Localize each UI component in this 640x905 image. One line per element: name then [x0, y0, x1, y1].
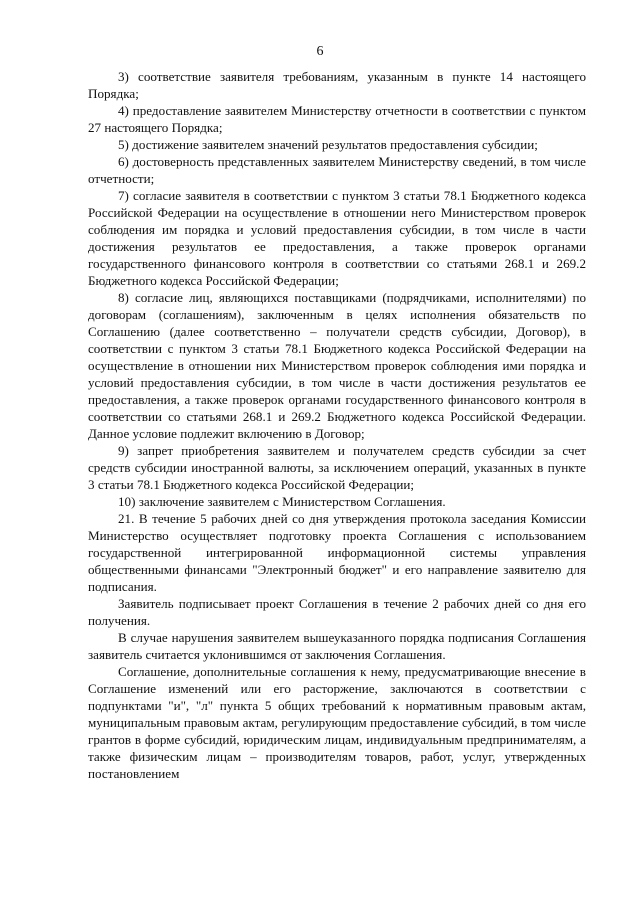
- paragraph-signing-term: Заявитель подписывает проект Соглашения в течение 2 рабочих дней со дня его получения.: [88, 596, 586, 628]
- paragraph-item-10: 10) заключение заявителем с Министерством Соглашения.: [118, 494, 446, 509]
- paragraph-agreement-terms: Соглашение, дополнительные соглашения к нему, предусматривающие внесение в Соглашение изменений или его расторжение, заключаются в соответствии с подпунктами "и", "л" пункта 5 общих требований к нормативным правовым актам, муниципальным правовым актам, регулирующим предоставление субсидий, в том числе грантов в форме субсидий, юридическим лицам, индивидуальным предпринимателям, а также физическим лицам – производителям товаров, работ, услуг, утвержденных постановлением: [88, 664, 586, 781]
- page-number: 6: [316, 44, 324, 59]
- paragraph-item-5: 5) достижение заявителем значений результатов предоставления субсидии;: [118, 137, 538, 152]
- paragraph-item-3: 3) соответствие заявителя требованиям, указанным в пункте 14 настоящего Порядка;: [88, 69, 586, 101]
- paragraph-item-9: 9) запрет приобретения заявителем и получателем средств субсидии за счет средств субсидии иностранной валюты, за исключением операций, указанных в пункте 3 статьи 78.1 Бюджетного кодекса Российской Федерации;: [88, 443, 586, 492]
- paragraph-item-6: 6) достоверность представленных заявителем Министерству сведений, в том числе отчетности;: [88, 154, 586, 186]
- document-body: [88, 68, 586, 782]
- paragraph-item-8: 8) согласие лиц, являющихся поставщиками (подрядчиками, исполнителями) по договорам (соглашениям), заключенным в целях исполнения обязательств по Соглашению (далее соответственно – получатели средств субсидии, Договор), в соответствии с пунктом 3 статьи 78.1 Бюджетного кодекса Российской Федерации на осуществление в отношении них Министерством проверок соблюдения ими порядка и условий предоставления субсидии, в том числе в части достижения результатов ее предоставления, а также проверок органами государственного финансового контроля в соответствии со статьями 268.1 и 269.2 Бюджетного кодекса Российской Федерации. Данное условие подлежит включению в Договор;: [88, 290, 586, 441]
- paragraph-clause-21: 21. В течение 5 рабочих дней со дня утверждения протокола заседания Комиссии Министерство осуществляет подготовку проекта Соглашения с использованием государственной интегрированной информационной системы управления общественными финансами "Электронный бюджет" и его направление заявителю для подписания.: [88, 511, 586, 594]
- paragraph-item-7: 7) согласие заявителя в соответствии с пунктом 3 статьи 78.1 Бюджетного кодекса Российской Федерации на осуществление в отношении него Министерством проверок соблюдения им порядка и условий предоставления субсидии, в том числе в части достижения результатов ее предоставления, а также проверок органами государственного финансового контроля в соответствии со статьями 268.1 и 269.2 Бюджетного кодекса Российской Федерации;: [88, 188, 586, 288]
- paragraph-signing-violation: В случае нарушения заявителем вышеуказанного порядка подписания Соглашения заявитель считается уклонившимся от заключения Соглашения.: [88, 630, 586, 662]
- paragraph-item-4: 4) предоставление заявителем Министерству отчетности в соответствии с пунктом 27 настоящего Порядка;: [88, 103, 586, 135]
